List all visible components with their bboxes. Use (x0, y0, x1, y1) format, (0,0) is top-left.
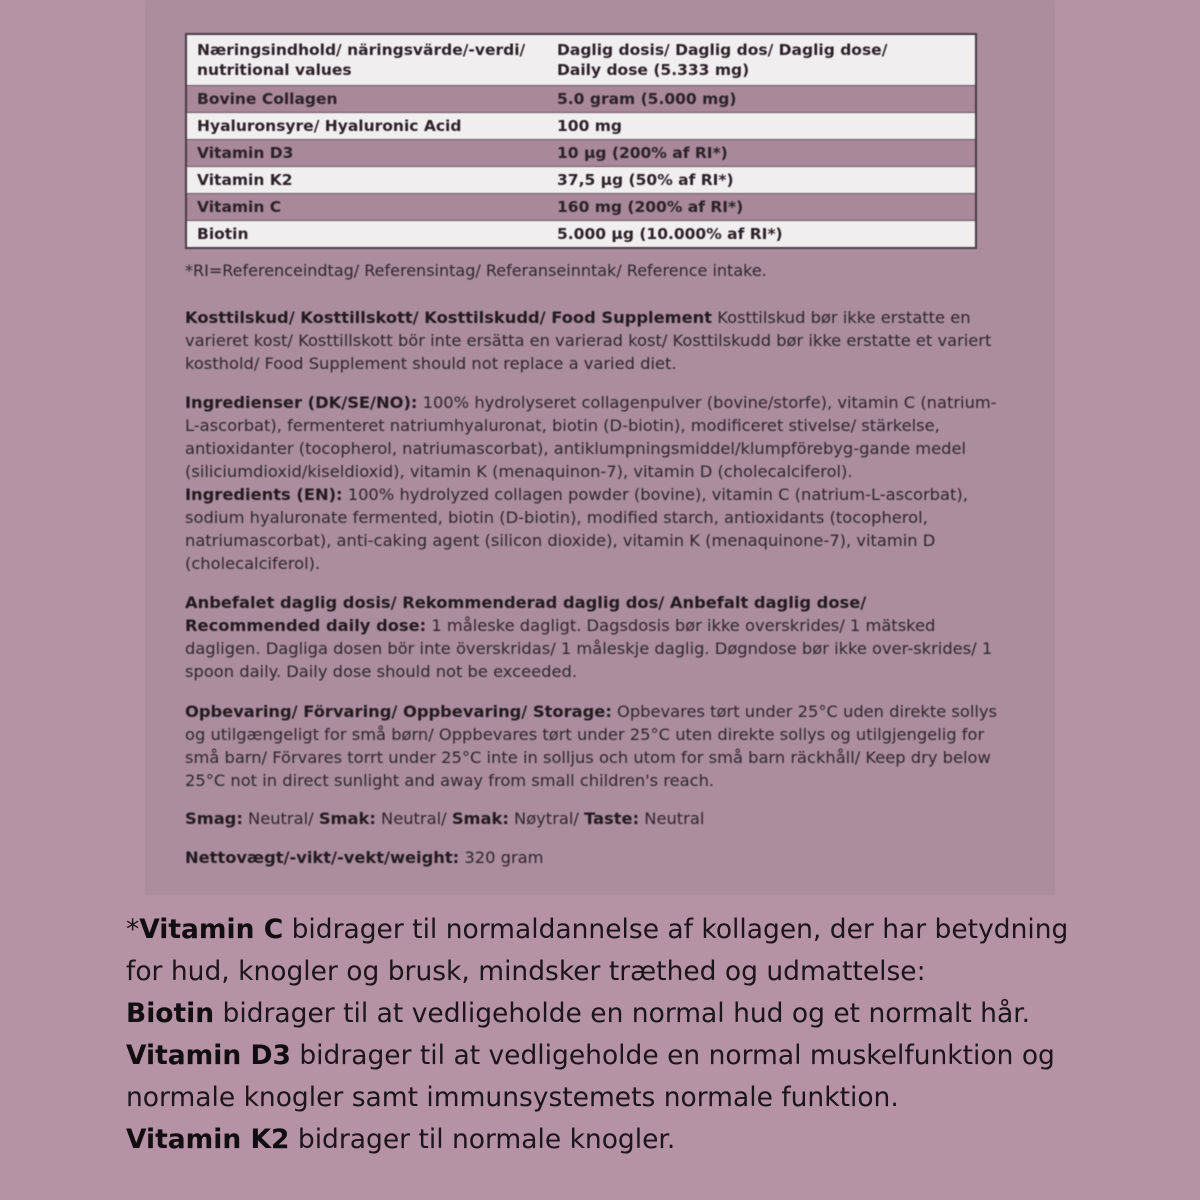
claim-text: bidrager til normaldannelse af kollagen, der har betydning (283, 914, 1069, 945)
table-row (187, 85, 975, 112)
table-row (187, 112, 975, 139)
nutrition-table-header (187, 35, 975, 85)
storage-section (185, 700, 1005, 792)
nutrient-amount: 37,5 µg (50% af RI*) (557, 171, 734, 189)
storage-label: Opbevaring/ Förvaring/ Oppbevaring/ Storage: (185, 702, 612, 721)
taste-label-no: Smak: (451, 809, 509, 828)
header-col1-line1: Næringsindhold/ näringsvärde/-verdi/ (197, 41, 526, 59)
nutrition-table (185, 33, 977, 249)
header-col2-line2: Daily dose (5.333 mg) (557, 61, 750, 79)
table-row (187, 166, 975, 193)
claim-vitamin-d3: Vitamin D3 (126, 1040, 291, 1071)
taste-value-en: Neutral (644, 809, 705, 828)
header-col2-line1: Daglig dosis/ Daglig dos/ Daglig dose/ (557, 41, 888, 59)
product-label (145, 0, 1055, 895)
claim-line (126, 1035, 1126, 1077)
claim-text: bidrager til at vedligeholde en normal muskelfunktion og (290, 1040, 1055, 1071)
food-supplement-text: Kosttilskud bør ikke erstatte en varieret kost/ Kosttillskott bör inte ersätta en varierad kost/ Kosttilskudd bør ikke erstatte et variert kosthold/ Food Supplement should not replace a varied diet. (185, 308, 992, 373)
ingredients-en-label: Ingredients (EN): (185, 485, 343, 504)
nutrient-amount: 5.000 µg (10.000% af RI*) (557, 225, 783, 243)
nutrient-name: Bovine Collagen (197, 90, 338, 108)
table-row (187, 220, 975, 247)
food-supplement-label: Kosttilskud/ Kosttillskott/ Kosttilskudd/ Food Supplement (185, 308, 713, 327)
claim-asterisk: * (126, 914, 140, 945)
table-row (187, 139, 975, 166)
nutrient-name: Biotin (197, 225, 249, 243)
taste-value-dk: Neutral/ (248, 809, 314, 828)
claim-line (126, 993, 1126, 1035)
header-col1-line2: nutritional values (197, 61, 352, 79)
claim-text: bidrager til at vedligeholde en normal hud og et normalt hår. (214, 998, 1031, 1029)
nutrient-amount: 100 mg (557, 117, 622, 135)
food-supplement-section (185, 306, 1005, 375)
taste-value-se: Neutral/ (381, 809, 447, 828)
ingredients-dk-text: 100% hydrolyseret collagenpulver (bovine/storfe), vitamin C (natrium-L-ascorbat), fermenteret natriumhyaluronat, biotin (D-biotin), modificeret stivelse/ stärkelse, antioxidanter (tocopherol, natriumascorbat), antiklumpningsmiddel/klumpförebyg-gande medel (siliciumdioxid/kiseldioxid), vitamin K (menaquinon-7), vitamin D (cholecalciferol). (185, 393, 997, 481)
taste-label-en: Taste: (584, 809, 640, 828)
claim-line (126, 1119, 1126, 1161)
claim-line (126, 1077, 1126, 1119)
ingredients-section (185, 391, 1005, 575)
claim-text: normale knogler samt immunsystemets normale funktion. (126, 1082, 899, 1113)
net-weight-label: Nettovægt/-vikt/-vekt/weight: (185, 848, 460, 867)
nutrient-column-header (187, 40, 557, 80)
claim-line (126, 909, 1126, 951)
nutrient-name: Vitamin K2 (197, 171, 293, 189)
storage-text: Opbevares tørt under 25°C uden direkte sollys og utilgængeligt for små børn/ Oppbevares tørt under 25°C uten direkte sollys og utilgjengelig for små barn/ Förvares torrt under 25°C inte in solljus och utom for små barn räckhåll/ Keep dry below 25°C not in direct sunlight and away from small children's reach. (185, 702, 998, 790)
daily-dose-column-header (557, 40, 975, 80)
nutrient-amount: 10 µg (200% af RI*) (557, 144, 728, 162)
net-weight-section (185, 846, 1005, 869)
claim-vitamin-c: Vitamin C (139, 914, 284, 945)
ingredients-dk-label: Ingredienser (DK/SE/NO): (185, 393, 418, 412)
recommended-dose-section (185, 591, 1005, 683)
nutrient-name: Vitamin D3 (197, 144, 294, 162)
ingredients-en-text: 100% hydrolyzed collagen powder (bovine), vitamin C (natrium-L-ascorbat), sodium hyaluronate fermented, biotin (D-biotin), modified starch, antioxidants (tocopherol, natriumascorbat), anti-caking agent (silicon dioxide), vitamin K (menaquinone-7), vitamin D (cholecalciferol). (185, 485, 968, 573)
table-row (187, 193, 975, 220)
net-weight-value: 320 gram (464, 848, 544, 867)
claim-text: for hud, knogler og brusk, mindsker træthed og udmattelse: (126, 956, 926, 987)
nutrient-name: Hyaluronsyre/ Hyaluronic Acid (197, 117, 462, 135)
nutrient-amount: 160 mg (200% af RI*) (557, 198, 744, 216)
taste-value-no: Nøytral/ (514, 809, 579, 828)
claim-vitamin-k2: Vitamin K2 (126, 1124, 290, 1155)
recommended-dose-text: 1 måleske dagligt. Dagsdosis bør ikke overskrides/ 1 mätsked dagligen. Dagliga dosen bör inte överskridas/ 1 måleskje daglig. Døgndose bør ikke over-skrides/ 1 spoon daily. Daily dose should not be exceeded. (185, 616, 993, 681)
taste-section (185, 807, 1005, 830)
claim-text: bidrager til normale knogler. (289, 1124, 676, 1155)
reference-intake-note: *RI=Referenceindtag/ Referensintag/ Referanseinntak/ Reference intake. (185, 261, 767, 280)
nutrient-amount: 5.0 gram (5.000 mg) (557, 90, 737, 108)
taste-label-dk: Smag: (185, 809, 243, 828)
claim-biotin: Biotin (126, 998, 215, 1029)
health-claims (126, 909, 1126, 1161)
nutrient-name: Vitamin C (197, 198, 282, 216)
taste-label-se: Smak: (318, 809, 376, 828)
recommended-dose-label: Anbefalet daglig dosis/ Rekommenderad daglig dos/ Anbefalt daglig dose/ Recommended daily dose: (185, 593, 867, 635)
claim-line (126, 951, 1126, 993)
